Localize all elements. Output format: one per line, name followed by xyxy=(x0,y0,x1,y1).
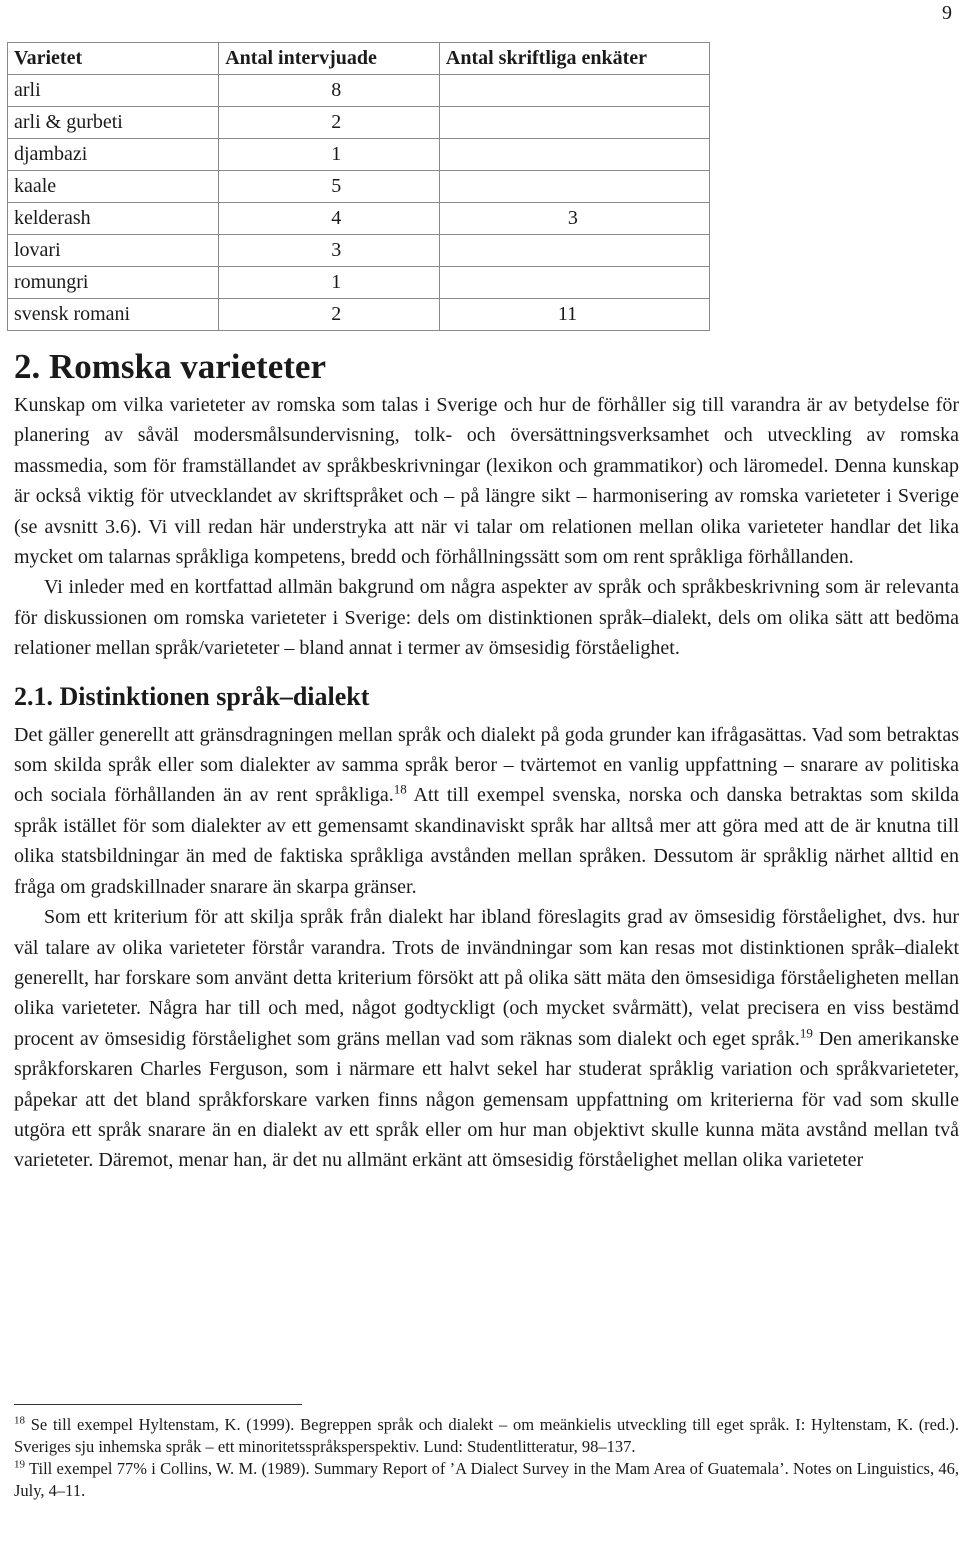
interviewed-cell: 2 xyxy=(219,299,440,331)
main-content xyxy=(14,344,959,1176)
surveys-cell: 11 xyxy=(439,299,709,331)
variety-cell: arli & gurbeti xyxy=(8,107,219,139)
table-row xyxy=(8,203,710,235)
table-row xyxy=(8,139,710,171)
table-row xyxy=(8,235,710,267)
subsection-heading: 2.1. Distinktionen språk–dialekt xyxy=(14,681,370,711)
interviewed-cell: 3 xyxy=(219,235,440,267)
surveys-cell xyxy=(439,139,709,171)
paragraph-text: Som ett kriterium för att skilja språk från dialekt har ibland föreslagits grad av ömsesidig förståelighet, dvs. hur väl talare av olika varieteter förstår varandra. Trots de invändningar som kan resas mot distinktionen språk–dialekt generellt, har forskare som använt detta kriterium försökt att på olika sätt mäta den ömsesidiga förståeligheten mellan olika varieteter. Några har till och med, något godtyckligt (och mycket svårmätt), velat precisera en viss bestämd procent av ömsesidig förståelighet som gräns mellan vad som räknas som dialekt och eget språk. xyxy=(14,906,959,1050)
column-header-interviewed: Antal intervjuade xyxy=(219,43,440,75)
footnote xyxy=(14,1414,959,1458)
interviewed-cell: 1 xyxy=(219,267,440,299)
footnotes xyxy=(14,1414,959,1502)
section-heading: 2. Romska varieteter xyxy=(14,347,326,386)
subsection-paragraph xyxy=(14,902,959,1176)
paragraph-text: Det gäller generellt att gränsdragningen mellan språk och dialekt på goda grunder kan ifrågasättas. Vad som betraktas som skilda språk eller som dialekter av samma språk beror – tvärtemot en vanlig uppfattning – snarare av politiska och sociala förhållanden än av rent språkliga. xyxy=(14,723,959,807)
surveys-cell xyxy=(439,75,709,107)
interviewed-cell: 5 xyxy=(219,171,440,203)
column-header-variety: Varietet xyxy=(8,43,219,75)
surveys-cell xyxy=(439,171,709,203)
variety-cell: lovari xyxy=(8,235,219,267)
column-header-written-surveys: Antal skriftliga enkäter xyxy=(439,43,709,75)
footnote-marker[interactable]: 19 xyxy=(799,1025,813,1041)
surveys-cell: 3 xyxy=(439,203,709,235)
variety-table xyxy=(7,42,710,331)
interviewed-cell: 2 xyxy=(219,107,440,139)
variety-cell: romungri xyxy=(8,267,219,299)
table-row xyxy=(8,171,710,203)
paragraph-text: Den amerikanske språkforskaren Charles Ferguson, som i närmare ett halvt sekel har studerat språklig variation och språkvarieteter, påpekar att det bland språkforskare varken finns någon gemensam uppfattning om kriterierna för vad som skulle utgöra ett språk snarare än en dialekt av ett språk eller om hur man objektivt skulle kunna mäta avstånd mellan två varieteter. Däremot, menar han, är det nu allmänt erkänt att ömsesidig förståelighet mellan olika varieteter xyxy=(14,1027,959,1172)
variety-cell: svensk romani xyxy=(8,299,219,331)
table-row xyxy=(8,267,710,299)
paragraph-text: Att till exempel svenska, norska och danska betraktas som skilda språk istället för som dialekter av ett gemensamt skandinaviskt språk har alltså mer att göra med att de är knutna till olika statsbildningar än med de faktiska språkliga avstånden mellan språken. Dessutom är språklig närhet alltid en fråga om gradskillnader snarare än skarpa gränser. xyxy=(14,784,959,898)
surveys-cell xyxy=(439,267,709,299)
surveys-cell xyxy=(439,235,709,267)
interviewed-cell: 1 xyxy=(219,139,440,171)
variety-cell: kaale xyxy=(8,171,219,203)
page-number: 9 xyxy=(942,2,952,24)
table-header-row xyxy=(8,43,710,75)
section-paragraph: Kunskap om vilka varieteter av romska som talas i Sverige och hur de förhåller sig till varandra är av betydelse för planering av såväl modersmålsundervisning, tolk- och översättningsverksamhet och utveckling av romska massmedia, som för framställandet av språkbeskrivningar (lexikon och grammatikor) och läromedel. Denna kunskap är också viktig för utvecklandet av skriftspråket och – på längre sikt – harmonisering av romska varieteter i Sverige (se avsnitt 3.6). Vi vill redan här understryka att när vi talar om relationen mellan olika varieteter handlar det lika mycket om talarnas språkliga kompetens, bredd och förhållningssätt som om rent språkliga förhållanden. xyxy=(14,394,959,569)
section-paragraph: Vi inleder med en kortfattad allmän bakgrund om några aspekter av språk och språkbeskrivning som är relevanta för diskussionen om romska varieteter i Sverige: dels om distinktionen språk–dialekt, dels om olika sätt att bedöma relationer mellan språk/varieteter – bland annat i termer av ömsesidig förståelighet. xyxy=(14,576,959,660)
footnote-divider xyxy=(14,1404,302,1405)
footnote-text: Se till exempel Hyltenstam, K. (1999). Begreppen språk och dialekt – om meänkielis utveckling till eget språk. I: Hyltenstam, K. (red.). Sveriges sju inhemska språk – ett minoritetsspråksperspektiv. Lund: Studentlitteratur, 98–137. xyxy=(14,1415,959,1456)
variety-cell: djambazi xyxy=(8,139,219,171)
surveys-cell xyxy=(439,107,709,139)
footnote-number: 19 xyxy=(14,1458,25,1471)
variety-cell: arli xyxy=(8,75,219,107)
interviewed-cell: 8 xyxy=(219,75,440,107)
footnote-number: 18 xyxy=(14,1414,25,1427)
table-row xyxy=(8,107,710,139)
table-row xyxy=(8,299,710,331)
interviewed-cell: 4 xyxy=(219,203,440,235)
footnote xyxy=(14,1458,959,1502)
footnote-marker[interactable]: 18 xyxy=(393,781,407,797)
footnote-text: Till exempel 77% i Collins, W. M. (1989). Summary Report of ’A Dialect Survey in the Mam Area of Guatemala’. Notes on Linguistics, 46, July, 4–11. xyxy=(14,1459,959,1500)
table-row xyxy=(8,75,710,107)
variety-cell: kelderash xyxy=(8,203,219,235)
subsection-paragraph xyxy=(14,720,959,902)
